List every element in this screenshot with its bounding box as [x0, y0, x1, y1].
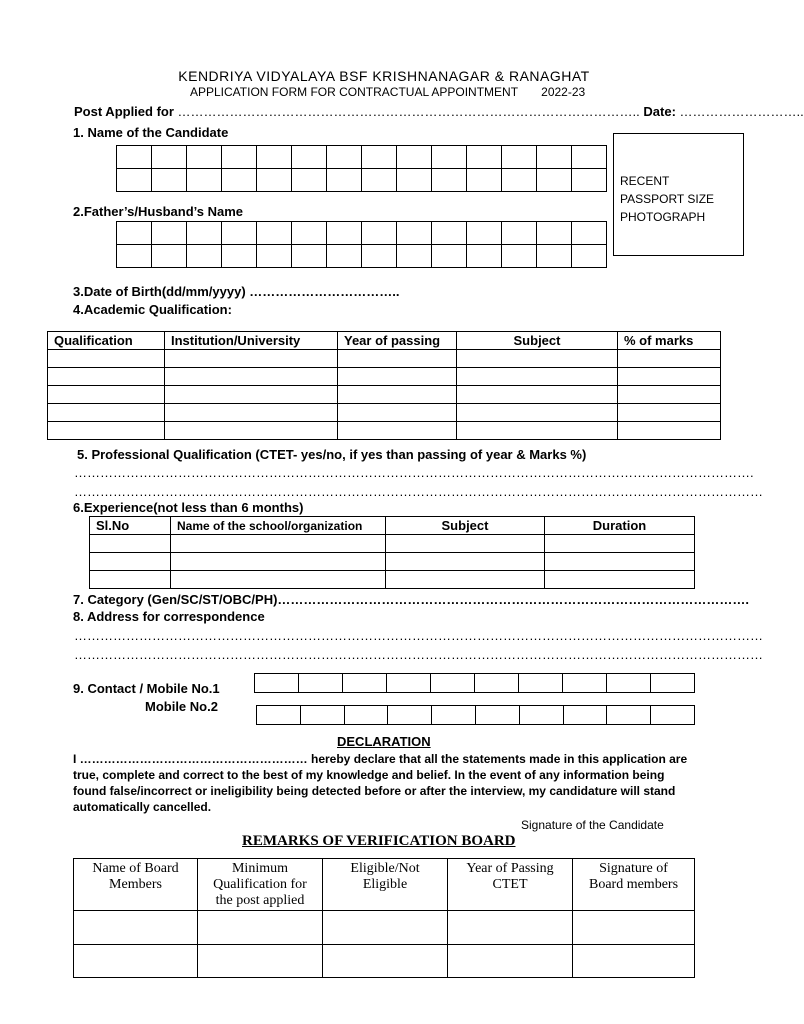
form-year: 2022-23	[541, 85, 586, 99]
academic-table	[47, 331, 721, 440]
post-applied-label: Post Applied for	[74, 104, 174, 119]
table-row[interactable]	[48, 404, 721, 422]
remarks-title: REMARKS OF VERIFICATION BOARD	[242, 833, 516, 849]
professional-dots-1: ………………………………………………………………………………………………………………………………………….	[74, 465, 754, 480]
father-boxes[interactable]	[116, 221, 607, 268]
category-label: 7. Category (Gen/SC/ST/OBC/PH)……………………………………………………………………………………………….	[73, 592, 750, 607]
remarks-header-text: Eligible/Not	[350, 861, 420, 876]
academic-header-cell: Year of passing	[338, 332, 457, 350]
post-applied-line	[74, 104, 804, 119]
table-row[interactable]	[74, 945, 695, 978]
table-row[interactable]	[74, 911, 695, 945]
address-dots-2: ……………………………………………………………………………………………………………………………………………	[74, 647, 763, 662]
declaration-line-2: true, complete and correct to the best of my knowledge and belief. In the event of any information being	[73, 768, 665, 782]
father-label: 2.Father’s/Husband’s Name	[73, 204, 244, 219]
academic-header-row	[48, 332, 721, 350]
declaration-line-3: found false/incorrect or ineligibility being detected before or after the interview, my candidature will stand	[73, 784, 676, 798]
academic-header-cell: Qualification	[48, 332, 165, 350]
declaration-title: DECLARATION	[337, 734, 431, 749]
table-row[interactable]	[48, 368, 721, 386]
photo-line-1: RECENT	[620, 174, 670, 188]
remarks-header-text: Members	[109, 877, 162, 892]
professional-label: 5. Professional Qualification (CTET- yes/no, if yes than passing of year & Marks %)	[77, 447, 587, 462]
photo-line-3: PHOTOGRAPH	[620, 210, 706, 224]
table-row[interactable]	[48, 386, 721, 404]
academic-header-cell: Subject	[457, 332, 618, 350]
name-boxes[interactable]	[116, 145, 607, 192]
experience-header-cell: Sl.No	[90, 517, 171, 535]
remarks-table	[73, 858, 695, 978]
remarks-header-text: Minimum	[231, 861, 288, 876]
address-dots-1: ……………………………………………………………………………………………………………………………………………	[74, 628, 763, 643]
remarks-header-text: Signature of	[599, 861, 668, 876]
remarks-header-text: Name of Board	[92, 861, 179, 876]
date-dots: ………………………..	[679, 104, 804, 119]
experience-header-cell: Duration	[545, 517, 695, 535]
experience-header-cell: Subject	[386, 517, 545, 535]
date-label: Date:	[643, 104, 676, 119]
address-label: 8. Address for correspondence	[73, 609, 265, 624]
name-label: 1. Name of the Candidate	[73, 125, 229, 140]
photo-box	[613, 133, 744, 256]
table-row[interactable]	[90, 535, 695, 553]
remarks-header-cell	[448, 859, 573, 911]
experience-table	[89, 516, 695, 589]
school-title: KENDRIYA VIDYALAYA BSF KRISHNANAGAR & RANAGHAT	[178, 68, 590, 84]
form-title-line	[190, 85, 585, 99]
mobile-1-boxes[interactable]	[254, 673, 695, 693]
post-applied-dots: ……………………………………………………………………………………………..	[177, 104, 640, 119]
remarks-header-cell	[573, 859, 695, 911]
mobile-2-boxes[interactable]	[256, 705, 695, 725]
table-row[interactable]	[48, 350, 721, 368]
table-row[interactable]	[48, 422, 721, 440]
experience-label: 6.Experience(not less than 6 months)	[73, 500, 304, 515]
remarks-header-cell	[74, 859, 198, 911]
remarks-header-text: Board members	[588, 877, 679, 892]
professional-dots-2: ……………………………………………………………………………………………………………………………………………	[74, 484, 763, 499]
remarks-header-text: the post applied	[215, 893, 305, 908]
remarks-header-text: Year of Passing	[466, 861, 554, 876]
mobile-2-label: Mobile No.2	[145, 699, 218, 714]
photo-line-2: PASSPORT SIZE	[620, 192, 715, 206]
academic-label: 4.Academic Qualification:	[73, 302, 232, 317]
table-row[interactable]	[90, 571, 695, 589]
table-row[interactable]	[90, 553, 695, 571]
academic-header-cell: % of marks	[618, 332, 721, 350]
experience-header-cell: Name of the school/organization	[171, 517, 386, 535]
experience-header-row	[90, 517, 695, 535]
dob-label: 3.Date of Birth(dd/mm/yyyy) ……………………………..	[73, 284, 400, 299]
remarks-header-text: Qualification for	[213, 877, 307, 892]
candidate-signature: Signature of the Candidate	[521, 818, 664, 832]
form-title: APPLICATION FORM FOR CONTRACTUAL APPOINTMENT	[190, 85, 518, 99]
declaration-line-1: I ………………………………………………… hereby declare that all the statements made in this application are	[73, 752, 688, 766]
remarks-header-cell	[198, 859, 323, 911]
remarks-header-text: Eligible	[362, 877, 408, 892]
academic-header-cell: Institution/University	[165, 332, 338, 350]
remarks-header-cell	[323, 859, 448, 911]
contact-label: 9. Contact / Mobile No.1	[73, 681, 220, 696]
declaration-line-4: automatically cancelled.	[73, 800, 212, 814]
remarks-header-row	[74, 859, 695, 911]
remarks-header-text: CTET	[492, 877, 528, 892]
